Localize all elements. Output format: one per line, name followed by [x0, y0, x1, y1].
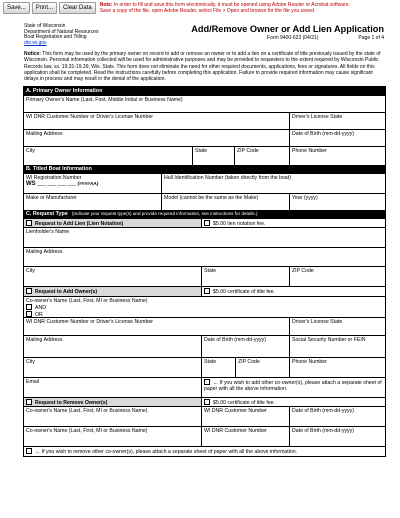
notice-text: This form may be used by the primary owner on record to add or remove an owner or to add a lien on a certificate of title previously issued by the state of Wisconsin. Personal information collected will be used for administrative purposes and may be provided to requesters to the extent required by Wisconsin Public Records law, ss. 19.31-19.39, Wis. Stats. This form does not eliminate the need for other required documents, applications, fees or signatures. All fields on this application shall be completed. Read the instructions carefully before completing this application. Failure to provide required information may cause significant delays in process and may result in the denial of the application.	[24, 51, 381, 83]
co-owner-mailing-field[interactable]: Mailing Address	[26, 337, 63, 343]
co-owner-dob-field[interactable]: Date of Birth (mm-dd-yyyy)	[201, 336, 289, 357]
page-number: Page 1 of 4	[358, 35, 384, 41]
add-lien-label: Request to Add Lien (Lien Notation)	[35, 221, 124, 227]
co-owner-phone-field[interactable]: Phone Number	[289, 358, 385, 377]
lienholder-city-field[interactable]: City	[26, 268, 35, 274]
primary-mailing-address-field[interactable]: Mailing Address	[26, 131, 63, 137]
note-line-1: In order to fill and save this form electronically, it must be opened using Adobe Reader or Acrobat software.	[113, 2, 351, 8]
primary-customer-number-field[interactable]: WI DNR Customer Number or Driver's License Number	[26, 114, 153, 120]
agency-state: State of Wisconsin	[24, 23, 66, 29]
remove-owner-fee-label: $5.00 certificate of title fee.	[213, 400, 275, 406]
primary-zip-field[interactable]: ZIP Code	[234, 147, 289, 165]
form-meta	[191, 35, 384, 41]
section-a-header: A. Primary Owner Information	[24, 87, 385, 95]
remove-more-owners-checkbox[interactable]	[26, 448, 32, 454]
agency-link[interactable]: dnr.wi.gov	[24, 39, 47, 46]
make-field[interactable]: Make or Manufacturer	[26, 195, 77, 201]
co-owner-email-field[interactable]: Email	[26, 379, 39, 385]
and-option[interactable]	[26, 304, 383, 311]
section-b-header: B. Titled Boat Information	[24, 165, 385, 173]
co-owner-customer-number-field[interactable]: WI DNR Customer Number or Driver's License Number	[26, 319, 153, 325]
remove-more-owners-option[interactable]	[24, 447, 385, 456]
lien-fee-option[interactable]	[201, 219, 385, 227]
save-button[interactable]: Save...	[3, 2, 30, 14]
primary-city-field[interactable]: City	[26, 148, 35, 154]
form-header	[24, 24, 384, 50]
form-title: Add/Remove Owner or Add Lien Application	[191, 24, 384, 34]
lien-fee-label: $5.00 lien notation fee.	[213, 221, 266, 227]
add-owner-option[interactable]	[24, 287, 201, 296]
and-label: AND	[35, 305, 46, 311]
year-field[interactable]: Year (yyyy)	[289, 194, 385, 210]
section-c-subtitle: (Indicate your request type(s) and provide required information, see instructions for details.)	[71, 211, 258, 216]
or-option[interactable]	[26, 311, 383, 318]
agency-block	[24, 24, 98, 46]
remove-owner-option[interactable]	[24, 398, 201, 406]
lienholder-state-field[interactable]: State	[201, 267, 289, 286]
or-label: OR	[35, 312, 43, 318]
remove-owner-2-name-field[interactable]: Co-owner's Name (Last, First, MI or Business Name)	[26, 428, 148, 434]
model-field[interactable]: Model (cannot be the same as the Make)	[161, 194, 289, 210]
form-number: Form 9400-623 (04/21)	[267, 35, 319, 41]
remove-owner-1-name-field[interactable]: Co-owner's Name (Last, First, MI or Business Name)	[26, 408, 148, 414]
title-block	[191, 24, 384, 41]
co-owner-city-field[interactable]: City	[26, 359, 35, 365]
ws-format: (####AA)	[77, 182, 99, 187]
add-owner-label: Request to Add Owner(s)	[35, 289, 98, 295]
add-owner-fee-checkbox[interactable]	[204, 288, 210, 294]
agency-dept: Department of Natural Resources	[24, 28, 99, 35]
co-owner-zip-field[interactable]: ZIP Code	[235, 358, 289, 377]
ws-prefix: WS	[26, 181, 36, 187]
hin-field[interactable]: Hull Identification Number (taken directly from the boat)	[161, 174, 385, 193]
add-more-owners-option[interactable]	[201, 378, 385, 397]
adobe-note	[100, 2, 370, 14]
co-owner-dl-state-field[interactable]: Driver's License State	[289, 318, 385, 335]
registration-number-label: WI Registration Number	[26, 175, 82, 181]
or-checkbox[interactable]	[26, 311, 32, 317]
and-checkbox[interactable]	[26, 304, 32, 310]
remove-owner-1-dob-field[interactable]: Date of Birth (mm-dd-yyyy)	[289, 407, 385, 426]
co-owner-state-field[interactable]: State	[201, 358, 235, 377]
remove-owner-fee-option[interactable]	[201, 398, 385, 406]
section-c-title: C. Request Type	[26, 211, 68, 217]
primary-owner-name-field[interactable]: Primary Owner's Name (Last, First, Middle Initial or Business Name)	[26, 97, 183, 103]
lien-fee-checkbox[interactable]	[204, 220, 210, 226]
remove-owner-fee-checkbox[interactable]	[204, 399, 210, 405]
remove-owner-2-dob-field[interactable]: Date of Birth (mm-dd-yyyy)	[289, 427, 385, 446]
toolbar	[0, 0, 400, 20]
primary-phone-field[interactable]: Phone Number	[289, 147, 385, 165]
note-prefix: Note:	[99, 2, 113, 8]
add-lien-checkbox[interactable]	[26, 220, 32, 226]
lienholder-mailing-field[interactable]: Mailing Address	[26, 249, 63, 255]
primary-dl-state-field[interactable]: Driver's License State	[289, 113, 385, 129]
notice-label: Notice:	[24, 51, 41, 57]
remove-owner-2-customer-field[interactable]: WI DNR Customer Number	[201, 427, 289, 446]
primary-state-field[interactable]: State	[192, 147, 234, 165]
add-owner-fee-label: $5.00 certificate of title fee.	[213, 289, 275, 295]
remove-owner-1-customer-field[interactable]: WI DNR Customer Number	[201, 407, 289, 426]
application-form	[23, 86, 386, 457]
notice	[24, 51, 386, 82]
co-owner-name-label: Co-owner's Name (Last, First, MI or Business Name)	[26, 298, 148, 304]
add-owner-checkbox[interactable]	[26, 288, 32, 294]
add-more-owners-label: ← If you wish to add other co-owner(s), please attach a separate sheet of paper with all the above information.	[204, 380, 382, 392]
clear-data-button[interactable]: Clear Data	[59, 2, 96, 14]
primary-dob-field[interactable]: Date of Birth (mm-dd-yyyy)	[289, 130, 385, 146]
lienholder-zip-field[interactable]: ZIP Code	[289, 267, 385, 286]
add-more-owners-checkbox[interactable]	[204, 379, 210, 385]
note-line-2: Save a copy of the file, open Adobe Reader, select File > Open and browse for the file you saved.	[99, 8, 316, 14]
co-owner-ssn-field[interactable]: Social Security Number or FEIN	[289, 336, 385, 357]
lienholder-name-field[interactable]: Lienholder's Name	[26, 229, 70, 235]
print-button[interactable]: Print...	[32, 2, 57, 14]
remove-owner-checkbox[interactable]	[26, 399, 32, 405]
co-owner-name-field[interactable]	[24, 297, 385, 317]
section-c-header	[24, 210, 385, 218]
add-owner-fee-option[interactable]	[201, 287, 385, 296]
remove-more-owners-label: ← If you wish to remove other co-owner(s), please attach a separate sheet of paper with all the above information.	[35, 449, 298, 455]
remove-owner-label: Request to Remove Owner(s)	[35, 400, 108, 406]
registration-number-field[interactable]: WI Registration Number WS ___ ___ ___ ___ (####AA)	[24, 174, 161, 193]
agency-division: Boat Registration and Titling	[24, 34, 87, 41]
add-lien-option[interactable]	[24, 219, 201, 227]
